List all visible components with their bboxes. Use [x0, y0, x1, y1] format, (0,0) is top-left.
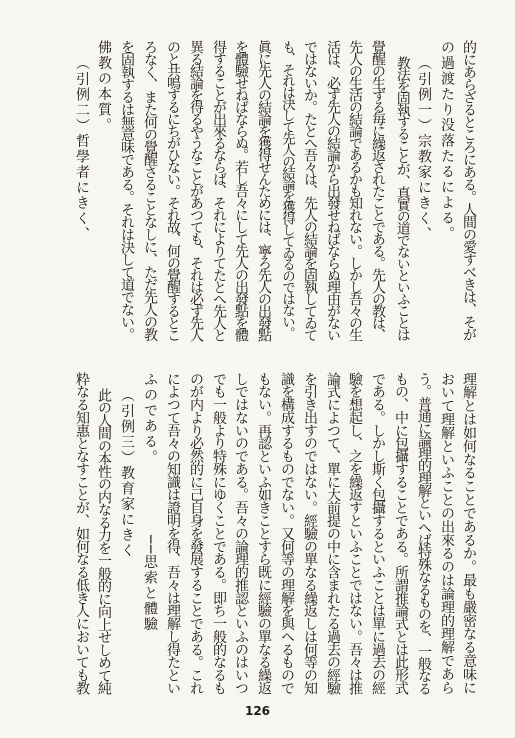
text-column: ろなく、また何の覺醒さることなしに、ただ先人の教	[142, 40, 158, 340]
text-column: 佛教の本質。	[96, 40, 112, 133]
text-column: 識を構成するものでない。又何等の理解を與へるもので	[279, 372, 295, 695]
text-column: もない。再認といふ如きことすら既に經驗の單なる繰返	[256, 372, 272, 695]
text-column: を體驗せねばならぬ。若し吾々にして先人の出發點を體	[233, 40, 249, 340]
text-column: 論式によつて、單に大前提の中に含まれたる過去の經驗	[325, 372, 341, 695]
text-column: を固執するは無意味である。それは決して道でない。	[119, 40, 135, 340]
text-column: 驗を想起し、之を繰返すといふことではない。吾々は推	[347, 372, 363, 695]
text-column: 此の人間の本性の内なる力を一般的に向上せしめて純	[96, 388, 112, 694]
text-column: 先人の生活の結論であるかも知れない。しかし吾々の生	[347, 40, 363, 340]
text-column: 異る結論を得るやうなことがあつても、それは必ず先人	[188, 40, 204, 340]
text-column: おいて理解といふことの出來るのは論理的理解であら	[439, 372, 455, 695]
text-column: 覺醒の生ずる毎に繰返されたことである。先人の教は、	[370, 40, 386, 340]
text-column: によつて吾々の知識は證明を得、吾々は理解し得たとい	[165, 372, 181, 695]
text-column: 粋なる知惠となすことが、如何なる低き人においても教	[74, 372, 90, 695]
text-column: も、それは決して先人の結論を獲得してゐるのではない。	[279, 40, 295, 338]
text-column: 教法を固執することが、真實の道でないといふことは	[393, 56, 410, 340]
text-column: 眞に先人の結論を獲得せんためには、寧ろ先人の出發點	[256, 40, 272, 340]
text-column: である。しかし斯く包攝するといふことは單に過去の經	[370, 372, 386, 695]
text-column: ふのである。	[142, 372, 158, 465]
text-column: 活は、必ず先人の結論から出發せねばならぬ理由がない	[325, 40, 341, 340]
text-column: を引き出すのではない。經驗の單なる繰返しは何等の知	[302, 372, 318, 695]
text-column: ではないか。たとへ吾々は、先人の結論を固執してゐて	[302, 40, 318, 340]
text-column: もの、中に包攝することである。所謂推論式とは此形式	[393, 372, 409, 695]
text-column: う。普通に論理的理解といへば特殊なるものを、一般なる	[416, 372, 432, 695]
section-heading: （引例二）哲學者にきく、	[74, 56, 90, 242]
text-column: の過渡たり没落たるによる。	[439, 40, 455, 242]
section-heading: （引例一）宗教家にきく、	[416, 56, 432, 242]
text-column: でも一般より特殊にゆくことである。即ち一般的なるも	[211, 372, 227, 695]
section-heading: （引例三）教育家にきく	[119, 388, 135, 559]
text-column: 的にあらざるところにある。人間の愛すべきは、そが	[461, 40, 477, 340]
text-column: のが内より必然的に己自身を發展することである。これ	[188, 372, 204, 695]
text-column: しではないのである。吾々の論理的推認といふのはいつ	[233, 372, 249, 695]
text-column: のと共鳴するにちがひない。それ故、何の覺醒するとこ	[165, 40, 181, 340]
text-column: 理解とは如何なることであるか。最も嚴密なる意味に	[461, 372, 477, 695]
text-column: 得することが出來るならば、それによりてたとへ先人と	[211, 40, 227, 340]
source-attribution: ──思索と體驗	[142, 535, 158, 633]
page-number: 126	[244, 704, 271, 718]
